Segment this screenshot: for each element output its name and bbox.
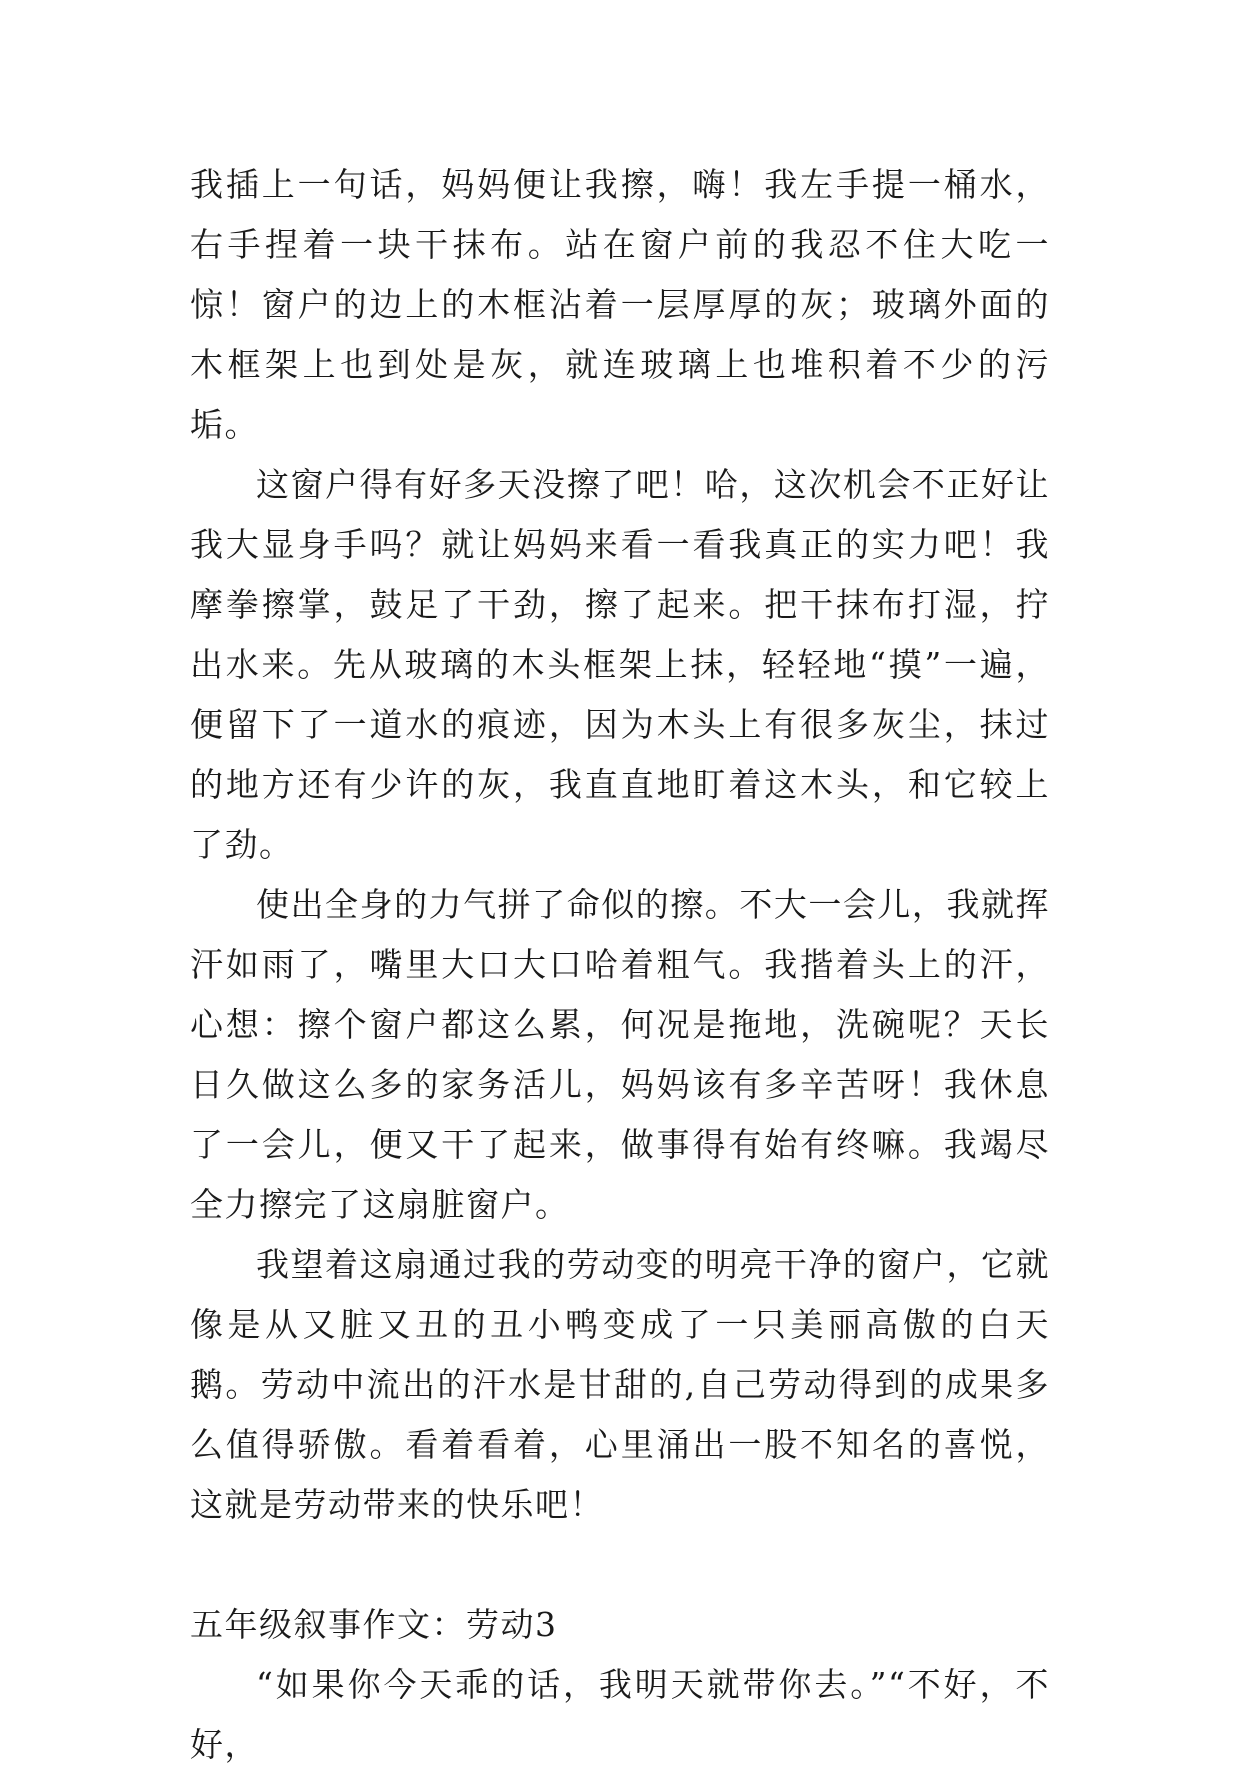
section-title: 五年级叙事作文：劳动3 (190, 1605, 558, 1644)
article-body (190, 155, 1050, 1775)
paragraph-2: 这窗户得有好多天没擦了吧！哈，这次机会不正好让我大显身手吗？就让妈妈来看一看我真正的实力吧！我摩拳擦掌，鼓足了干劲，擦了起来。把干抹布打湿，拧出水来。先从玻璃的木头框架上抹，轻轻地“摸”一遍，便留下了一道水的痕迹，因为木头上有很多灰尘，抹过的地方还有少许的灰，我直直地盯着这木头，和它较上了劲。 (190, 465, 1050, 864)
section-opening-paragraph: “如果你今天乖的话，我明天就带你去。”“不好，不好， (190, 1665, 1050, 1764)
paragraph-1: 我插上一句话，妈妈便让我擦，嗨！我左手提一桶水，右手捏着一块干抹布。站在窗户前的我忍不住大吃一惊！窗户的边上的木框沾着一层厚厚的灰；玻璃外面的木框架上也到处是灰，就连玻璃上也堆积着不少的污垢。 (190, 165, 1050, 444)
paragraph-3: 使出全身的力气拼了命似的擦。不大一会儿，我就挥汗如雨了，嘴里大口大口哈着粗气。我揩着头上的汗，心想：擦个窗户都这么累，何况是拖地，洗碗呢？天长日久做这么多的家务活儿，妈妈该有多辛苦呀！我休息了一会儿，便又干了起来，做事得有始有终嘛。我竭尽全力擦完了这扇脏窗户。 (190, 885, 1050, 1224)
paragraph-4: 我望着这扇通过我的劳动变的明亮干净的窗户，它就像是从又脏又丑的丑小鸭变成了一只美丽高傲的白天鹅。劳动中流出的汗水是甘甜的,自己劳动得到的成果多么值得骄傲。看着看着，心里涌出一股不知名的喜悦，这就是劳动带来的快乐吧！ (190, 1245, 1050, 1524)
